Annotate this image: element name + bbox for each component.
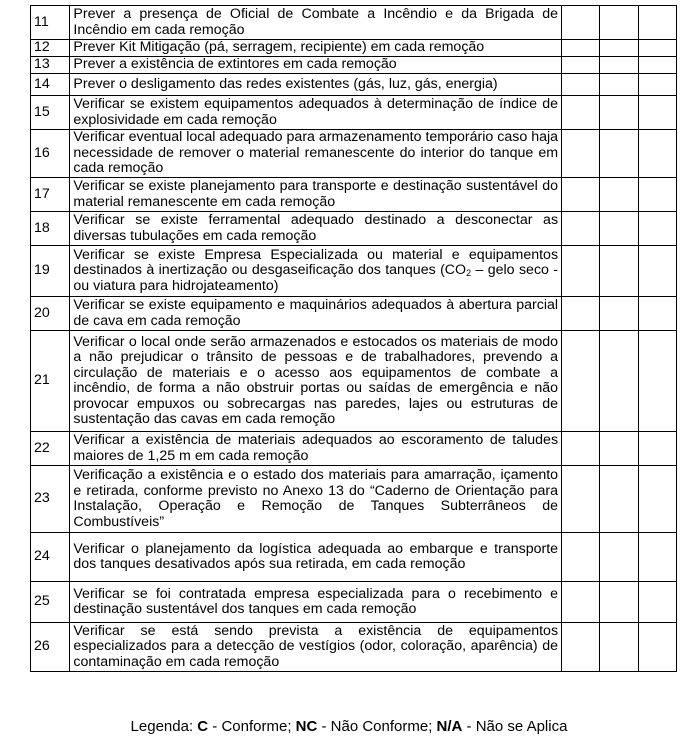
checklist-row bbox=[31, 582, 677, 623]
check-cell-c[interactable] bbox=[562, 178, 600, 212]
item-number: 15 bbox=[31, 96, 70, 130]
checklist-row bbox=[31, 74, 677, 96]
check-cell-c[interactable] bbox=[562, 74, 600, 96]
item-description: Verificar o planejamento da logística adequada ao embarque e transporte dos tanques desativados após sua retirada, em cada remoção bbox=[70, 533, 562, 582]
check-cell-c[interactable] bbox=[562, 246, 600, 297]
legend-code-c: C bbox=[197, 718, 209, 735]
item-number: 26 bbox=[31, 623, 70, 672]
item-description-part: – gelo seco - ou viatura para hidrojateamento) bbox=[73, 262, 559, 294]
check-cell-na[interactable] bbox=[638, 74, 676, 96]
item-description: Verificar se está sendo prevista a existência de equipamentos especializados para a detecção de vestígios (odor, coloração, aparência) de contaminação em cada remoção bbox=[70, 623, 562, 672]
check-cell-na[interactable] bbox=[638, 6, 676, 40]
check-cell-nc[interactable] bbox=[600, 6, 638, 40]
item-description: Verificar se foi contratada empresa especializada para o recebimento e destinação sustentável dos tanques em cada remoção bbox=[70, 582, 562, 623]
check-cell-na[interactable] bbox=[638, 212, 676, 246]
checklist-table bbox=[30, 5, 677, 672]
checklist-row bbox=[31, 6, 677, 40]
check-cell-c[interactable] bbox=[562, 582, 600, 623]
checklist-row bbox=[31, 40, 677, 57]
checklist-row bbox=[31, 246, 677, 297]
check-cell-na[interactable] bbox=[638, 331, 676, 432]
legend-text-nc: - Não Conforme; bbox=[317, 718, 437, 735]
check-cell-c[interactable] bbox=[562, 40, 600, 57]
check-cell-na[interactable] bbox=[638, 130, 676, 178]
check-cell-nc[interactable] bbox=[600, 582, 638, 623]
item-number: 12 bbox=[31, 40, 70, 57]
check-cell-nc[interactable] bbox=[600, 533, 638, 582]
item-number: 19 bbox=[31, 246, 70, 297]
check-cell-c[interactable] bbox=[562, 130, 600, 178]
check-cell-c[interactable] bbox=[562, 212, 600, 246]
check-cell-na[interactable] bbox=[638, 533, 676, 582]
check-cell-na[interactable] bbox=[638, 246, 676, 297]
item-description bbox=[70, 246, 562, 297]
check-cell-nc[interactable] bbox=[600, 96, 638, 130]
checklist-row bbox=[31, 57, 677, 74]
check-cell-nc[interactable] bbox=[600, 297, 638, 331]
item-description: Verificação a existência e o estado dos materiais para amarração, içamento e retirada, conforme previsto no Anexo 13 do “Caderno de Orientação para Instalação, Operação e Remoção de Tanques Subterrâneos de Combustíveis” bbox=[70, 466, 562, 533]
item-description: Verificar se existe planejamento para transporte e destinação sustentável do material remanescente em cada remoção bbox=[70, 178, 562, 212]
item-number: 18 bbox=[31, 212, 70, 246]
check-cell-na[interactable] bbox=[638, 582, 676, 623]
item-number: 20 bbox=[31, 297, 70, 331]
check-cell-na[interactable] bbox=[638, 96, 676, 130]
checklist-row bbox=[31, 96, 677, 130]
item-number: 13 bbox=[31, 57, 70, 74]
item-description-part: Verificar se existe Empresa Especializada ou material e equipamentos destinados à inertização ou desgaseificação dos tanques (CO bbox=[73, 246, 559, 279]
item-description: Verificar se existe equipamento e maquinários adequados à abertura parcial de cava em cada remoção bbox=[70, 297, 562, 331]
check-cell-nc[interactable] bbox=[600, 57, 638, 74]
check-cell-na[interactable] bbox=[638, 466, 676, 533]
item-description: Prever o desligamento das redes existentes (gás, luz, gás, energia) bbox=[70, 74, 562, 96]
item-number: 14 bbox=[31, 74, 70, 96]
item-number: 24 bbox=[31, 533, 70, 582]
checklist-body bbox=[31, 6, 677, 672]
item-number: 16 bbox=[31, 130, 70, 178]
check-cell-nc[interactable] bbox=[600, 331, 638, 432]
item-number: 21 bbox=[31, 331, 70, 432]
check-cell-na[interactable] bbox=[638, 297, 676, 331]
item-description: Verificar se existe ferramental adequado destinado a desconectar as diversas tubulações em cada remoção bbox=[70, 212, 562, 246]
check-cell-nc[interactable] bbox=[600, 623, 638, 672]
checklist-row bbox=[31, 297, 677, 331]
check-cell-c[interactable] bbox=[562, 96, 600, 130]
check-cell-nc[interactable] bbox=[600, 432, 638, 466]
item-description: Verificar o local onde serão armazenados e estocados os materiais de modo a não prejudicar o trânsito de pessoas e de trabalhadores, prevendo a circulação de materiais e o acesso aos equipamentos de combate a incêndio, de forma a não obstruir portas ou saídas de emergência e não provocar empuxos ou sobrecargas nas paredes, lajes ou estruturas de sustentação das cavas em cada remoção bbox=[70, 331, 562, 432]
check-cell-c[interactable] bbox=[562, 623, 600, 672]
item-number: 22 bbox=[31, 432, 70, 466]
check-cell-nc[interactable] bbox=[600, 246, 638, 297]
checklist-row bbox=[31, 212, 677, 246]
item-description: Prever a presença de Oficial de Combate a Incêndio e da Brigada de Incêndio em cada remoção bbox=[70, 6, 562, 40]
check-cell-c[interactable] bbox=[562, 57, 600, 74]
item-number: 23 bbox=[31, 466, 70, 533]
legend-code-nc: NC bbox=[295, 718, 318, 735]
item-number: 11 bbox=[31, 6, 70, 40]
check-cell-na[interactable] bbox=[638, 178, 676, 212]
legend-prefix: Legenda: bbox=[130, 718, 198, 735]
check-cell-nc[interactable] bbox=[600, 130, 638, 178]
check-cell-na[interactable] bbox=[638, 432, 676, 466]
legend-code-na: N/A bbox=[436, 718, 463, 735]
checklist-row bbox=[31, 432, 677, 466]
check-cell-c[interactable] bbox=[562, 6, 600, 40]
item-description: Verificar se existem equipamentos adequados à determinação de índice de explosividade em cada remoção bbox=[70, 96, 562, 130]
checklist-row bbox=[31, 130, 677, 178]
check-cell-nc[interactable] bbox=[600, 40, 638, 57]
legend-text-na: - Não se Aplica bbox=[462, 718, 568, 735]
item-description: Prever Kit Mitigação (pá, serragem, recipiente) em cada remoção bbox=[70, 40, 562, 57]
check-cell-na[interactable] bbox=[638, 57, 676, 74]
check-cell-c[interactable] bbox=[562, 466, 600, 533]
item-number: 25 bbox=[31, 582, 70, 623]
check-cell-nc[interactable] bbox=[600, 212, 638, 246]
check-cell-na[interactable] bbox=[638, 623, 676, 672]
check-cell-nc[interactable] bbox=[600, 74, 638, 96]
check-cell-nc[interactable] bbox=[600, 466, 638, 533]
check-cell-na[interactable] bbox=[638, 40, 676, 57]
legend bbox=[0, 718, 698, 736]
checklist-row bbox=[31, 623, 677, 672]
check-cell-c[interactable] bbox=[562, 297, 600, 331]
checklist-row bbox=[31, 533, 677, 582]
item-description: Verificar eventual local adequado para armazenamento temporário caso haja necessidade de remover o material remanescente do interior do tanque em cada remoção bbox=[70, 130, 562, 178]
checklist-row bbox=[31, 178, 677, 212]
item-number: 17 bbox=[31, 178, 70, 212]
check-cell-c[interactable] bbox=[562, 331, 600, 432]
check-cell-nc[interactable] bbox=[600, 178, 638, 212]
checklist-row bbox=[31, 466, 677, 533]
check-cell-c[interactable] bbox=[562, 533, 600, 582]
check-cell-c[interactable] bbox=[562, 432, 600, 466]
subscript: 2 bbox=[466, 268, 472, 279]
checklist-row bbox=[31, 331, 677, 432]
legend-text-c: - Conforme; bbox=[208, 718, 296, 735]
item-description: Verificar a existência de materiais adequados ao escoramento de taludes maiores de 1,25 m em cada remoção bbox=[70, 432, 562, 466]
item-description: Prever a existência de extintores em cada remoção bbox=[70, 57, 562, 74]
